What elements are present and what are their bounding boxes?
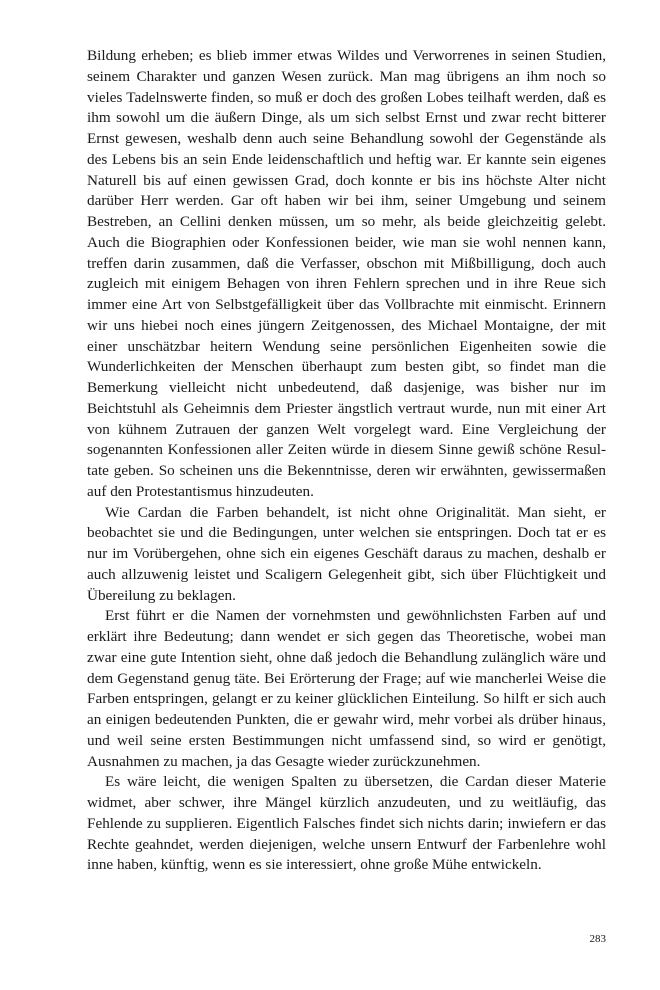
paragraph-4: Es wäre leicht, die wenigen Spalten zu übersetzen, die Cardan dieser Materie widmet, aber schwer, ihre Mängel kürzlich anzudeuten, und zu weitläufig, das Fehlende zu supplieren. Eigentlich Falsches findet sich nichts darin; inwiefern er das Rechte geahndet, werden diejenigen, welche unsern Entwurf der Farbenlehre wohl inne haben, künftig, wenn es sie interessiert, ohne große Mühe entwickeln. bbox=[87, 773, 606, 874]
paragraph-1: Bildung erheben; es blieb immer etwas Wildes und Verworrenes in seinen Studien, seinem Charakter und ganzen Wesen zurück. Man mag übrigens an ihm noch so vieles Tadelnswerte finden, so muß er doch des großen Lobes teilhaft werden, daß es ihm sowohl um die äußern Dinge, als um sich selbst Ernst und zwar recht bitterer Ernst gewesen, weshalb denn auch seine Behandlung sowohl der Gegenstände als des Lebens bis an sein Ende leidenschaftlich und heftig war. Er kannte sein eigenes Naturell bis auf einen gewissen Grad, doch konnte er bis ins höchste Alter nicht darüber Herr werden. Gar oft haben wir bei ihm, seiner Umgebung und seinem Bestreben, an Cellini denken müssen, um so mehr, als beide gleichzeitig gelebt. Auch die Biographien oder Konfessionen beider, wie man sie wohl nennen kann, treffen darin zusammen, daß die Verfasser, obschon mit Mißbilligung, doch auch zugleich mit einigem Behagen von ihren Fehlern sprechen und in ihre Reue sich immer eine Art von Selbstgefälligkeit über das Vollbrachte mit einmischt. Erinnern wir uns hiebei noch eines jüngern Zeitgenossen, des Michael Montaigne, der mit einer unschätzbar heitern Wendung seine persönlichen Eigenheiten sowie die Wunderlichkeiten der Menschen überhaupt zum besten gibt, so findet man die Bemerkung vielleicht nicht unbedeutend, daß dasjenige, was bisher nur im Beichtstuhl als Geheimnis dem Priester ängstlich vertraut wurde, nun mit einer Art von kühnem Zutrauen der ganzen Welt vorgelegt ward. Eine Vergleichung der sogenannten Konfessionen aller Zeiten würde in diesem Sinne gewiß schöne Resultate geben. So scheinen uns die Bekenntnisse, deren wir erwähnten, gewissermaßen auf den Protestantismus hinzudeuten. bbox=[87, 47, 606, 500]
page-body bbox=[87, 46, 606, 876]
paragraph-3: Erst führt er die Namen der vornehmsten und gewöhnlichsten Farben auf und erklärt ihre Bedeutung; dann wendet er sich gegen das Theoretische, wobei man zwar eine gute Intention sieht, ohne daß jedoch die Behandlung zulänglich wäre und dem Gegenstand genug täte. Bei Erörterung der Frage; auf wie mancherlei Weise die Farben entspringen, gelangt er zu keiner glücklichen Einteilung. So hilft er sich auch an einigen bedeutenden Punkten, die er gewahr wird, mehr vorbei als drüber hinaus, und weil seine ersten Bestimmungen nicht umfassend sind, so wird er genötigt, Ausnahmen zu machen, ja das Gesagte wieder zurückzunehmen. bbox=[87, 607, 606, 770]
page-number: 283 bbox=[589, 933, 606, 945]
paragraph-2: Wie Cardan die Farben behandelt, ist nicht ohne Originalität. Man sieht, er beobachtet sie und die Bedingungen, unter welchen sie entspringen. Doch tat er es nur im Vorübergehen, ohne sich ein eigenes Geschäft daraus zu machen, deshalb er auch allzuwenig leistet und Scaligern Gelegenheit gibt, sich über Flüchtigkeit und Übereilung zu beklagen. bbox=[87, 503, 606, 604]
